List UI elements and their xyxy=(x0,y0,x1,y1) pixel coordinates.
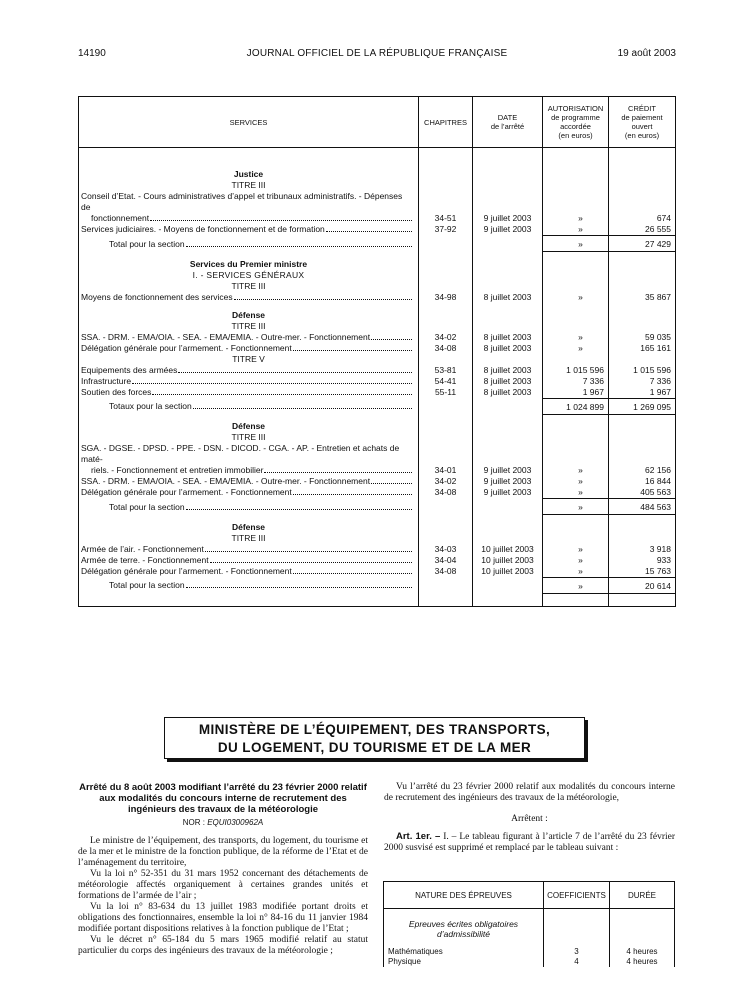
chapitre: 55-11 xyxy=(419,387,473,399)
epreuve-name: Physique xyxy=(384,957,544,967)
budget-row xyxy=(79,387,676,399)
credit-value: 933 xyxy=(609,555,676,566)
titre-heading: TITRE V xyxy=(79,354,419,365)
total-label xyxy=(79,236,419,252)
page-header xyxy=(78,48,676,62)
chapitre: 34-51 xyxy=(419,213,473,224)
service-text: riels. - Fonctionnement et entretien immobilier xyxy=(91,465,264,475)
arrete-date: 8 juillet 2003 xyxy=(473,292,543,303)
arrete-date: 10 juillet 2003 xyxy=(473,544,543,555)
left-column xyxy=(78,782,368,957)
article-1 xyxy=(384,831,675,854)
empty-cell xyxy=(543,354,609,365)
autorisation-value: » xyxy=(543,544,609,555)
chapitre: 34-01 xyxy=(419,465,473,476)
ministry-heading-line2: DU LOGEMENT, DU TOURISME ET DE LA MER xyxy=(217,740,532,755)
titre-row xyxy=(79,354,676,365)
credit-value: 16 844 xyxy=(609,476,676,487)
dot-leader xyxy=(186,509,412,510)
service-text: Délégation générale pour l’armement. - Fonctionnement xyxy=(81,487,292,497)
chapitre xyxy=(419,236,473,252)
autorisation-value: » xyxy=(543,292,609,303)
arrete-date xyxy=(473,236,543,252)
service-label xyxy=(79,476,419,487)
dot-leader xyxy=(178,372,412,373)
empty-cell xyxy=(473,303,543,321)
empty-cell xyxy=(419,354,473,365)
budget-row xyxy=(79,555,676,566)
chapitre: 54-41 xyxy=(419,376,473,387)
service-text: SSA. - DRM. - EMA/OIA. - SEA. - EMA/EMIA. - Outre-mer. - Fonctionnement xyxy=(81,476,371,486)
empty-cell xyxy=(543,321,609,332)
col-header-autorisation: AUTORISATION de programme accordée (en euros) xyxy=(543,97,609,148)
budget-row xyxy=(79,544,676,555)
service-label xyxy=(79,332,419,343)
autorisation-value: » xyxy=(543,487,609,499)
chapitre xyxy=(419,443,473,465)
budget-row xyxy=(79,487,676,499)
autorisation-value: » xyxy=(543,224,609,236)
spacer-cell xyxy=(473,148,543,163)
dot-leader xyxy=(371,483,412,484)
total-row xyxy=(79,577,676,593)
section-heading: Services du Premier ministre xyxy=(79,252,419,270)
titre-row xyxy=(79,281,676,292)
section-row xyxy=(79,515,676,533)
service-label xyxy=(79,544,419,555)
epreuve-name: Mathématiques xyxy=(384,947,544,957)
spacer-row xyxy=(79,593,676,606)
budget-row xyxy=(79,465,676,476)
service-label xyxy=(79,555,419,566)
credit-value xyxy=(609,443,676,465)
empty-cell xyxy=(609,180,676,191)
dot-leader xyxy=(326,231,412,232)
empty-cell xyxy=(543,432,609,443)
arrete-date: 8 juillet 2003 xyxy=(473,387,543,399)
chapitre xyxy=(419,499,473,515)
chapitre: 34-08 xyxy=(419,566,473,578)
epreuve-duree: 4 heures xyxy=(610,947,675,957)
budget-row xyxy=(79,224,676,236)
empty-cell xyxy=(609,252,676,270)
budget-row xyxy=(79,343,676,354)
dot-leader xyxy=(293,350,412,351)
empty-cell xyxy=(419,533,473,544)
empty-cell xyxy=(609,432,676,443)
credit-value: 35 867 xyxy=(609,292,676,303)
service-text: Infrastructure xyxy=(81,375,132,386)
empty-cell xyxy=(609,515,676,533)
chapitre: 34-04 xyxy=(419,555,473,566)
empty-cell xyxy=(419,321,473,332)
titre-heading: TITRE III xyxy=(79,533,419,544)
credit-value: 1 015 596 xyxy=(609,365,676,376)
dot-leader xyxy=(293,494,412,495)
spacer-cell xyxy=(609,148,676,163)
service-label xyxy=(79,224,419,236)
epreuves-group-row xyxy=(384,909,675,948)
dot-leader xyxy=(205,551,412,552)
service-text: Armée de l’air. - Fonctionnement xyxy=(81,543,204,554)
epreuves-row xyxy=(384,957,675,967)
titre-heading: TITRE III xyxy=(79,432,419,443)
empty-cell xyxy=(473,354,543,365)
empty-cell xyxy=(473,515,543,533)
chapitre: 34-02 xyxy=(419,476,473,487)
service-text: Equipements des armées xyxy=(81,364,178,375)
total-row xyxy=(79,499,676,515)
autorisation-value: » xyxy=(543,566,609,578)
arrete-date: 9 juillet 2003 xyxy=(473,476,543,487)
autorisation-value: » xyxy=(543,577,609,593)
arrete-date: 8 juillet 2003 xyxy=(473,376,543,387)
autorisation-value: 1 024 899 xyxy=(543,398,609,414)
service-label xyxy=(79,343,419,354)
total-label xyxy=(79,577,419,593)
service-text: Services judiciaires. - Moyens de fonctionnement et de formation xyxy=(81,224,325,234)
right-column xyxy=(384,782,675,854)
credit-value: 165 161 xyxy=(609,343,676,354)
decree-title: Arrêté du 8 août 2003 modifiant l’arrêté du 23 février 2000 relatif aux modalités du concours interne de recrutement des ingénieurs des travaux de la météorologie xyxy=(79,782,367,815)
dot-leader xyxy=(186,246,412,247)
service-label xyxy=(79,376,419,387)
service-text: Totaux pour la section xyxy=(109,401,192,411)
chapitre: 34-08 xyxy=(419,487,473,499)
chapitre xyxy=(419,191,473,213)
empty-cell xyxy=(543,303,609,321)
empty-cell xyxy=(419,414,473,432)
arrete-date: 10 juillet 2003 xyxy=(473,566,543,578)
credit-value: 26 555 xyxy=(609,224,676,236)
col-header-date: DATE de l’arrêté xyxy=(473,97,543,148)
empty-cell xyxy=(609,162,676,180)
nor-reference xyxy=(78,817,368,828)
chapitre: 53-81 xyxy=(419,365,473,376)
titre-heading: TITRE III xyxy=(79,180,419,191)
credit-value: 27 429 xyxy=(609,236,676,252)
total-row xyxy=(79,398,676,414)
empty-cell xyxy=(473,162,543,180)
chapitre: 34-08 xyxy=(419,343,473,354)
section-row xyxy=(79,303,676,321)
chapitre: 34-03 xyxy=(419,544,473,555)
spacer-cell xyxy=(609,593,676,606)
epreuve-coefficient: 3 xyxy=(544,947,610,957)
empty-cell xyxy=(473,414,543,432)
titre-heading: TITRE III xyxy=(79,321,419,332)
dot-leader xyxy=(234,299,412,300)
service-label xyxy=(79,487,419,499)
dot-leader xyxy=(193,408,412,409)
budget-row xyxy=(79,476,676,487)
empty-cell xyxy=(419,432,473,443)
credit-value: 1 269 095 xyxy=(609,398,676,414)
credit-value: 62 156 xyxy=(609,465,676,476)
col-header-nature: NATURE DES ÉPREUVES xyxy=(384,882,544,909)
chapitre: 34-98 xyxy=(419,292,473,303)
credit-value: 405 563 xyxy=(609,487,676,499)
empty-cell xyxy=(609,414,676,432)
arrete-date xyxy=(473,191,543,213)
dot-leader xyxy=(264,472,412,473)
spacer-cell xyxy=(79,148,419,163)
dot-leader xyxy=(152,394,412,395)
empty-cell xyxy=(473,180,543,191)
autorisation-value: » xyxy=(543,555,609,566)
spacer-cell xyxy=(419,148,473,163)
service-text: SGA. - DGSE. - DPSD. - PPE. - DSN. - DICOD. - CGA. - AP. - Entretien et achats de maté- xyxy=(81,443,400,464)
credit-value: 1 967 xyxy=(609,387,676,399)
spacer-cell xyxy=(79,593,419,606)
empty-cell xyxy=(419,515,473,533)
service-label xyxy=(79,365,419,376)
empty-cell xyxy=(473,281,543,292)
empty-cell xyxy=(419,281,473,292)
empty-cell xyxy=(419,252,473,270)
credit-value xyxy=(609,191,676,213)
service-text: Armée de terre. - Fonctionnement xyxy=(81,554,209,565)
autorisation-value: 1 967 xyxy=(543,387,609,399)
empty-cell xyxy=(473,321,543,332)
spacer-cell xyxy=(419,593,473,606)
service-text: Total pour la section xyxy=(109,238,185,249)
section-row xyxy=(79,162,676,180)
budget-table-body xyxy=(79,148,676,607)
budget-table-header xyxy=(79,97,676,148)
empty-cell xyxy=(419,303,473,321)
autorisation-value: » xyxy=(543,236,609,252)
service-text: Délégation générale pour l’armement. - Fonctionnement xyxy=(81,565,292,576)
epreuves-table xyxy=(383,881,675,967)
chapitre xyxy=(419,398,473,414)
article-1-text: I. – Le tableau figurant à l’article 7 de l’arrêté du 23 février 2000 susvisé est supprimé et remplacé par le tableau suivant : xyxy=(384,832,675,853)
credit-value: 59 035 xyxy=(609,332,676,343)
empty-cell xyxy=(609,354,676,365)
service-text: Conseil d’Etat. - Cours administratives d’appel et tribunaux administratifs. - Dépenses de xyxy=(81,191,403,212)
autorisation-value: 1 015 596 xyxy=(543,365,609,376)
chapitre: 34-02 xyxy=(419,332,473,343)
budget-row xyxy=(79,191,676,213)
budget-table xyxy=(78,96,676,607)
autorisation-value xyxy=(543,443,609,465)
page-number: 14190 xyxy=(78,48,106,59)
service-text: Soutien des forces xyxy=(81,386,152,397)
budget-row xyxy=(79,292,676,303)
section-heading: Défense xyxy=(79,303,419,321)
empty-cell xyxy=(473,432,543,443)
arrete-date: 9 juillet 2003 xyxy=(473,213,543,224)
credit-value: 7 336 xyxy=(609,376,676,387)
empty-cell xyxy=(543,515,609,533)
dot-leader xyxy=(132,383,412,384)
ministry-heading-line1: MINISTÈRE DE L’ÉQUIPEMENT, DES TRANSPORTS, xyxy=(198,722,551,737)
service-text: fonctionnement xyxy=(91,213,150,223)
arrete-date: 9 juillet 2003 xyxy=(473,487,543,499)
section-heading: Défense xyxy=(79,414,419,432)
chapitre: 37-92 xyxy=(419,224,473,236)
arrete-date: 8 juillet 2003 xyxy=(473,365,543,376)
article-1-label: Art. 1er. – xyxy=(396,831,441,842)
section-row xyxy=(79,414,676,432)
service-text: Total pour la section xyxy=(109,580,185,590)
arrete-date: 8 juillet 2003 xyxy=(473,332,543,343)
decree-paragraph: Vu la loi n° 83-634 du 13 juillet 1983 modifiée portant droits et obligations des fonctionnaires, ensemble la loi n° 84-16 du 11 janvier 1984 modifiée portant dispositions relatives à la fonction publique de l’Etat ; xyxy=(78,902,368,934)
col-header-credit: CRÉDIT de paiement ouvert (en euros) xyxy=(609,97,676,148)
service-label xyxy=(79,191,419,213)
empty-cell xyxy=(473,533,543,544)
empty-cell xyxy=(543,533,609,544)
section-heading: Justice xyxy=(79,162,419,180)
decree-paragraph: Vu le décret n° 65-184 du 5 mars 1965 modifié relatif au statut particulier du corps des ingénieurs des travaux de la météorologie ; xyxy=(78,935,368,956)
autorisation-value: » xyxy=(543,213,609,224)
dot-leader xyxy=(371,339,412,340)
empty-cell xyxy=(609,533,676,544)
budget-row xyxy=(79,566,676,578)
arrete-date: 8 juillet 2003 xyxy=(473,343,543,354)
empty-cell xyxy=(473,252,543,270)
credit-value: 3 918 xyxy=(609,544,676,555)
empty-cell xyxy=(543,281,609,292)
epreuve-duree: 4 heures xyxy=(610,957,675,967)
journal-title: JOURNAL OFFICIEL DE LA RÉPUBLIQUE FRANÇAISE xyxy=(246,48,508,59)
empty-cell xyxy=(543,414,609,432)
budget-row xyxy=(79,443,676,465)
subsection-heading: I. - SERVICES GÉNÉRAUX xyxy=(79,270,419,281)
autorisation-value: 7 336 xyxy=(543,376,609,387)
titre-row xyxy=(79,321,676,332)
issue-date: 19 août 2003 xyxy=(617,48,676,59)
col-header-chapitres: CHAPITRES xyxy=(419,97,473,148)
service-text: Délégation générale pour l’armement. - Fonctionnement xyxy=(81,342,292,353)
service-text: Total pour la section xyxy=(109,501,185,512)
subsection-row xyxy=(79,270,676,281)
nor-value: EQUI0300962A xyxy=(207,818,264,827)
arrete-date: 10 juillet 2003 xyxy=(473,555,543,566)
spacer-row xyxy=(79,148,676,163)
col-header-duree: DURÉE xyxy=(610,882,675,909)
titre-row xyxy=(79,180,676,191)
service-text: SSA. - DRM. - EMA/OIA. - SEA. - EMA/EMIA. - Outre-mer. - Fonctionnement xyxy=(81,331,371,342)
total-row xyxy=(79,236,676,252)
autorisation-value: » xyxy=(543,343,609,354)
credit-value: 15 763 xyxy=(609,566,676,578)
dot-leader xyxy=(150,220,412,221)
dot-leader xyxy=(210,562,412,563)
empty-cell xyxy=(543,180,609,191)
autorisation-value: » xyxy=(543,465,609,476)
ministry-heading xyxy=(164,717,585,759)
arrete-date xyxy=(473,398,543,414)
credit-value: 484 563 xyxy=(609,499,676,515)
service-label xyxy=(79,213,419,224)
decree-paragraph: Vu l’arrêté du 23 février 2000 relatif aux modalités du concours interne de recrutement des ingénieurs des travaux de la météorologie, xyxy=(384,782,675,803)
epreuve-coefficient: 4 xyxy=(544,957,610,967)
arretent-label: Arrêtent : xyxy=(511,814,548,824)
service-label xyxy=(79,292,419,303)
spacer-cell xyxy=(543,148,609,163)
service-text: Moyens de fonctionnement des services xyxy=(81,291,233,302)
autorisation-value xyxy=(543,191,609,213)
arrete-date: 9 juillet 2003 xyxy=(473,465,543,476)
spacer-cell xyxy=(543,593,609,606)
col-header-services: SERVICES xyxy=(79,97,419,148)
arrete-date xyxy=(473,499,543,515)
spacer-cell xyxy=(473,593,543,606)
autorisation-value: » xyxy=(543,332,609,343)
epreuves-table-header xyxy=(384,882,675,909)
dot-leader xyxy=(186,587,412,588)
empty-cell xyxy=(543,252,609,270)
service-label xyxy=(79,465,419,476)
epreuves-row xyxy=(384,947,675,957)
autorisation-value: » xyxy=(543,476,609,487)
col-header-coefficients: COEFFICIENTS xyxy=(544,882,610,909)
service-label xyxy=(79,566,419,578)
section-row xyxy=(79,252,676,270)
total-label xyxy=(79,398,419,414)
budget-row xyxy=(79,365,676,376)
decree-paragraph: Le ministre de l’équipement, des transports, du logement, du tourisme et de la mer et le ministre de la fonction publique, de la réforme de l’Etat et de l’aménagement du territoire, xyxy=(78,836,368,868)
service-label xyxy=(79,443,419,465)
empty-cell xyxy=(609,303,676,321)
decree-paragraph: Vu la loi n° 52-351 du 31 mars 1952 concernant des détachements de météorologie affectés organiquement à certaines grandes unités et formations de l’armée de l’air ; xyxy=(78,869,368,901)
empty-cell xyxy=(419,180,473,191)
titre-heading: TITRE III xyxy=(79,281,419,292)
arrete-date xyxy=(473,577,543,593)
budget-row xyxy=(79,213,676,224)
credit-value: 674 xyxy=(609,213,676,224)
empty-cell xyxy=(609,321,676,332)
arrete-date: 9 juillet 2003 xyxy=(473,224,543,236)
arrete-date xyxy=(473,443,543,465)
budget-row xyxy=(79,332,676,343)
empty-cell xyxy=(419,270,473,281)
empty-cell xyxy=(609,270,676,281)
service-label xyxy=(79,387,419,399)
section-heading: Défense xyxy=(79,515,419,533)
empty-cell xyxy=(543,270,609,281)
autorisation-value: » xyxy=(543,499,609,515)
total-label xyxy=(79,499,419,515)
chapitre xyxy=(419,577,473,593)
budget-row xyxy=(79,376,676,387)
empty-cell xyxy=(543,162,609,180)
titre-row xyxy=(79,432,676,443)
epreuves-group-label: Epreuves écrites obligatoires d’admissibilité xyxy=(384,909,544,948)
empty-cell xyxy=(419,162,473,180)
nor-label: NOR : xyxy=(182,818,205,827)
titre-row xyxy=(79,533,676,544)
empty-cell xyxy=(609,281,676,292)
empty-cell xyxy=(473,270,543,281)
credit-value: 20 614 xyxy=(609,577,676,593)
dot-leader xyxy=(293,573,412,574)
